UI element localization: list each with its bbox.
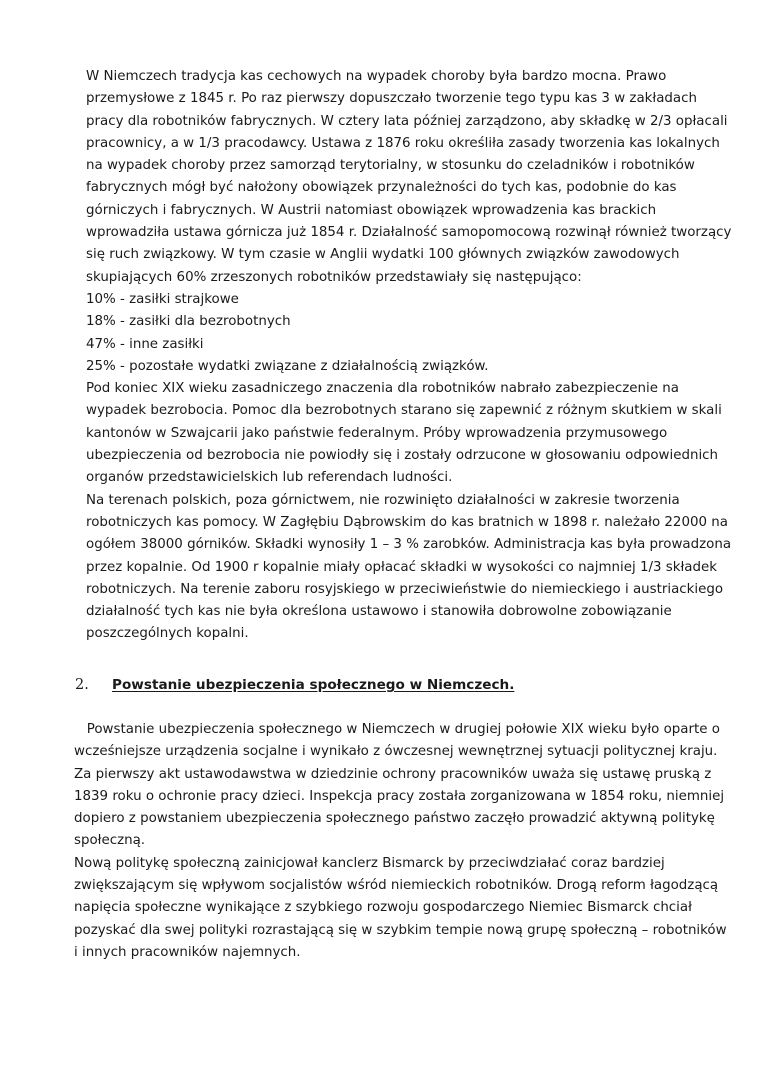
text-line: organów przedstawicielskich lub referendach ludności. <box>86 470 453 486</box>
list-item: 25% - pozostałe wydatki związane z działalnością związków. <box>86 358 489 374</box>
paragraph-social-insurance <box>74 719 727 964</box>
text-line: poszczególnych kopalni. <box>86 626 249 642</box>
text-line: robotniczych. Na terenie zaboru rosyjskiego w przeciwieństwie do niemieckiego i austriackiego <box>86 581 724 597</box>
text-line: pracy dla robotników fabrycznych. W cztery lata później zarządzono, aby składkę w 2/3 opłacali <box>86 113 728 129</box>
text-line: 1839 roku o ochronie pracy dzieci. Inspekcja pracy została zorganizowana w 1854 roku, niemniej <box>74 788 725 804</box>
text-line: i innych pracowników najemnych. <box>74 944 301 960</box>
text-line: Na terenach polskich, poza górnictwem, nie rozwinięto działalności w zakresie tworzenia <box>86 492 680 508</box>
text-line: skupiających 60% zrzeszonych robotników przedstawiały się następująco: <box>86 269 582 285</box>
text-line: wcześniejsze urządzenia socjalne i wynikało z ówczesnej wewnętrznej sytuacji politycznej kraju. <box>74 744 718 760</box>
text-line: wprowadziła ustawa górnicza już 1854 r. Działalność samopomocową rozwinął również tworzący <box>86 225 732 241</box>
text-line: wypadek bezrobocia. Pomoc dla bezrobotnych starano się zapewnić z różnym skutkiem w skali <box>86 403 722 419</box>
paragraph-history-funds <box>86 66 732 646</box>
text-line: przez kopalnie. Od 1900 r kopalnie miały opłacać składki w wysokości co najmniej 1/3 składek <box>86 559 717 575</box>
list-item: 18% - zasiłki dla bezrobotnych <box>86 314 291 330</box>
text-line: kantonów w Szwajcarii jako państwie federalnym. Próby wprowadzenia przymusowego <box>86 425 668 441</box>
text-line: robotniczych kas pomocy. W Zagłębiu Dąbrowskim do kas bratnich w 1898 r. należało 22000 na <box>86 514 728 530</box>
text-line: Za pierwszy akt ustawodawstwa w dziedzinie ochrony pracowników uważa się ustawę pruską z <box>74 766 712 782</box>
text-line: Nową politykę społeczną zainicjował kanclerz Bismarck by przeciwdziałać coraz bardziej <box>74 855 665 871</box>
text-line: pozyskać dla swej polityki rozrastającą się w szybkim tempie nową grupę społeczną – robotników <box>74 922 727 938</box>
text-line: ubezpieczenia od bezrobocia nie powiodły się i zostały odrzucone w głosowaniu odpowiednich <box>86 448 719 464</box>
section-heading <box>75 673 715 695</box>
text-line: się ruch związkowy. W tym czasie w Anglii wydatki 100 głównych związków zawodowych <box>86 247 680 263</box>
text-line: Powstanie ubezpieczenia społecznego w Niemczech w drugiej połowie XIX wieku było oparte o <box>74 722 720 737</box>
text-line: zwiększającym się wpływom socjalistów wśród niemieckich robotników. Drogą reform łagodzącą <box>74 878 719 894</box>
text-line: przemysłowe z 1845 r. Po raz pierwszy dopuszczało tworzenie tego typu kas 3 w zakładach <box>86 91 697 107</box>
text-line: górniczych i fabrycznych. W Austrii natomiast obowiązek wprowadzenia kas brackich <box>86 202 657 218</box>
text-line: na wypadek choroby przez samorząd terytorialny, w stosunku do czeladników i robotników <box>86 158 695 174</box>
text-line: działalność tych kas nie była określona ustawowo i stanowiła dobrowolne zobowiązanie <box>86 604 672 620</box>
heading-title: Powstanie ubezpieczenia społecznego w Niemczech. <box>112 677 515 693</box>
heading-number: 2. <box>75 677 89 693</box>
text-line: ogółem 38000 górników. Składki wynosiły 1 – 3 % zarobków. Administracja kas była prowadzona <box>86 537 732 553</box>
text-line: napięcia społeczne wynikające z szybkiego rozwoju gospodarczego Niemiec Bismarck chciał <box>74 900 692 916</box>
text-line: społeczną. <box>74 833 146 849</box>
text-line: Pod koniec XIX wieku zasadniczego znaczenia dla robotników nabrało zabezpieczenie na <box>86 381 679 397</box>
text-line: pracownicy, a w 1/3 pracodawcy. Ustawa z 1876 roku określiła zasady tworzenia kas lokalnych <box>86 135 720 151</box>
text-line: dopiero z powstaniem ubezpieczenia społecznego państwo zaczęło prowadzić aktywną politykę <box>74 811 715 827</box>
list-item: 10% - zasiłki strajkowe <box>86 291 239 307</box>
text-line: W Niemczech tradycja kas cechowych na wypadek choroby była bardzo mocna. Prawo <box>86 69 667 84</box>
list-item: 47% - inne zasiłki <box>86 336 204 352</box>
text-line: fabrycznych mógł być nałożony obowiązek przynależności do tych kas, podobnie do kas <box>86 180 677 196</box>
